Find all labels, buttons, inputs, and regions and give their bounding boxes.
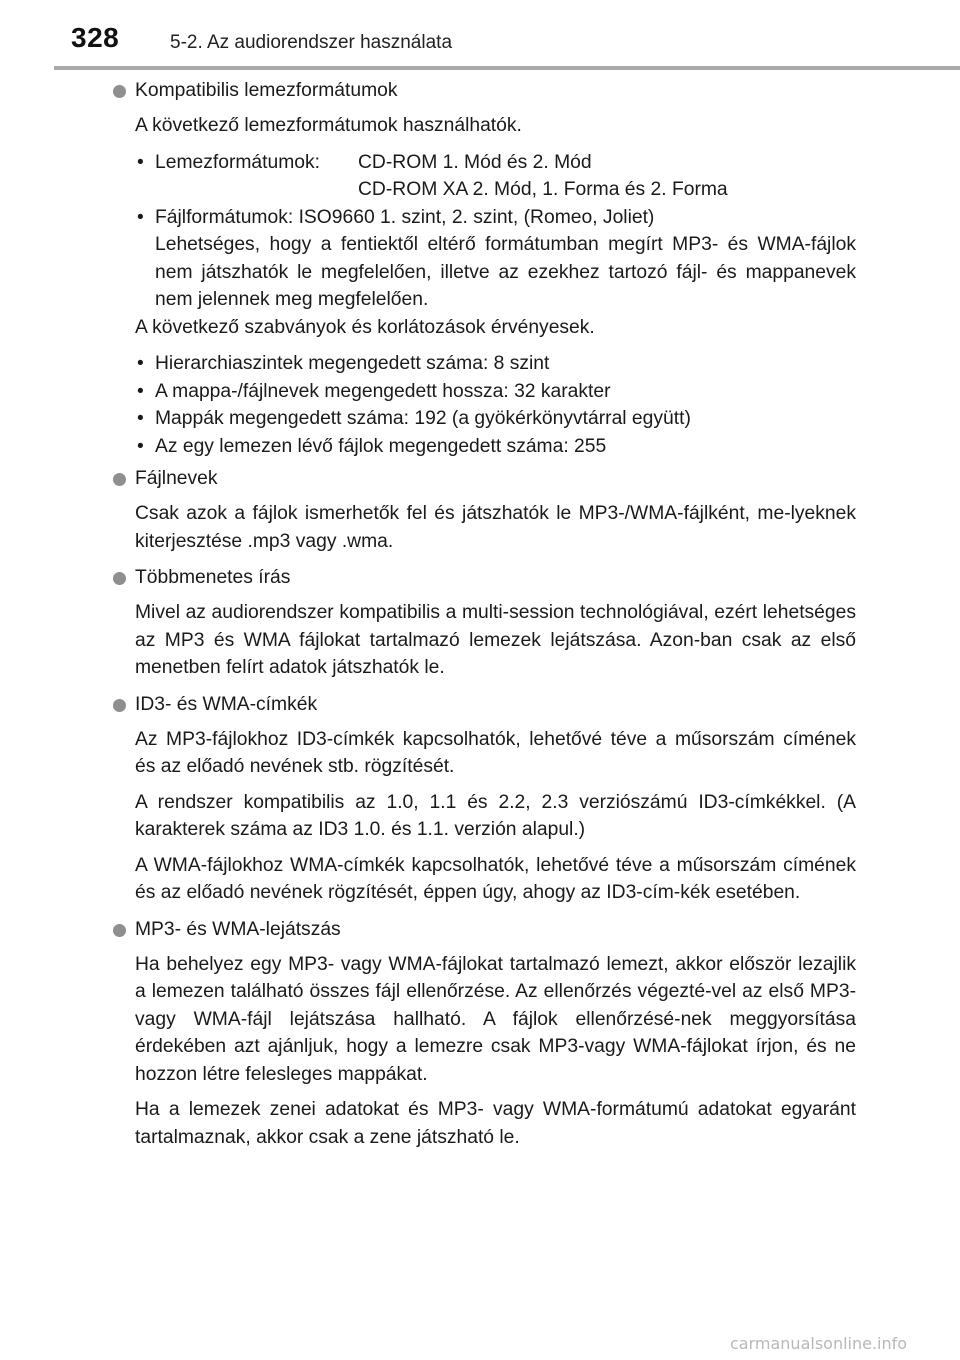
list-item: • Mappák megengedett száma: 192 (a gyökérkönyvtárral együtt) bbox=[135, 405, 856, 433]
file-formats-line: • Fájlformátumok: ISO9660 1. szint, 2. szint, (Romeo, Joliet) bbox=[155, 206, 655, 228]
section-title: 5-2. Az audiorendszer használata bbox=[170, 32, 453, 53]
tags-paragraph-3: A WMA-fájlokhoz WMA-címkék kapcsolhatók, lehetővé téve a műsorszám címének és az előadó nevének rögzítését, éppen úgy, ahogy az ID3-cím-kék esetében. bbox=[135, 854, 856, 903]
watermark: carmanualsonline.info bbox=[730, 1334, 908, 1353]
heading-mp3-wma-playback bbox=[111, 917, 856, 943]
list-item-file-formats bbox=[135, 204, 856, 314]
page-content bbox=[111, 78, 856, 1151]
list-item-disc-formats bbox=[135, 149, 856, 204]
disc-format-line-1: CD-ROM 1. Mód és 2. Mód bbox=[358, 151, 592, 173]
bullet-circle-icon bbox=[113, 572, 126, 585]
heading-id3-wma-tags bbox=[111, 692, 856, 718]
playback-paragraph-2: Ha a lemezek zenei adatokat és MP3- vagy WMA-formátumú adatokat egyaránt tartalmaznak, akkor csak a zene játszható le. bbox=[135, 1099, 856, 1148]
multisession-body: Mivel az audiorendszer kompatibilis a multi-session technológiával, ezért lehetséges az MP3 és WMA fájlokat tartalmazó lemezek lejátszása. Azon-ban csak az első menetben felírt adatok játszhatók le. bbox=[135, 602, 856, 678]
tags-paragraph-2: A rendszer kompatibilis az 1.0, 1.1 és 2.2, 2.3 verziószámú ID3-címkékkel. (A karakterek száma az ID3 1.0. és 1.1. verzión alapul.) bbox=[135, 791, 856, 840]
page-number: 328 bbox=[71, 22, 120, 53]
compat-intro: A következő lemezformátumok használhatók. bbox=[135, 115, 522, 136]
header-divider bbox=[54, 66, 960, 70]
heading-text: ID3- és WMA-címkék bbox=[135, 693, 318, 715]
limits-list bbox=[111, 350, 856, 460]
heading-file-names bbox=[111, 466, 856, 492]
heading-text: Kompatibilis lemezformátumok bbox=[135, 80, 398, 101]
heading-compatible-formats bbox=[111, 78, 856, 104]
bullet-circle-icon bbox=[113, 85, 126, 98]
playback-paragraph-1: Ha behelyez egy MP3- vagy WMA-fájlokat tartalmazó lemezt, akkor először lezajlik a lemezen található összes fájl ellenőrzése. Az ellenőrzés végezté-vel az első MP3- vagy WMA-fájl lejátszása hallható. A fájlok ellenőrzésé-nek meggyorsítása érdekében azt ajánljuk, hogy a lemezre csak MP3-vagy WMA-fájlokat írjon, és ne hozzon létre felesleges mappákat. bbox=[135, 953, 856, 1085]
limits-intro: A következő szabványok és korlátozások érvényesek. bbox=[135, 316, 595, 338]
format-list bbox=[111, 149, 856, 314]
heading-multisession bbox=[111, 565, 856, 591]
heading-text: MP3- és WMA-lejátszás bbox=[135, 918, 341, 940]
file-formats-note: Lehetséges, hogy a fentiektől eltérő formátumban megírt MP3- és WMA-fájlok nem játszhatók le megfelelően, illetve az ezekhez tartozó fájl- és mappanevek nem jelennek meg megfelelően. bbox=[155, 234, 856, 310]
list-item: • A mappa-/fájlnevek megengedett hossza: 32 karakter bbox=[135, 378, 856, 406]
disc-formats-label: • Lemezformátumok: bbox=[155, 151, 321, 173]
tags-paragraph-1: Az MP3-fájlokhoz ID3-címkék kapcsolhatók, lehetővé téve a műsorszám címének és az előadó nevének stb. rögzítését. bbox=[135, 728, 856, 777]
list-item: • Hierarchiaszintek megengedett száma: 8 szint bbox=[135, 350, 856, 378]
page-header bbox=[0, 0, 960, 70]
bullet-circle-icon bbox=[113, 699, 126, 712]
file-names-body: Csak azok a fájlok ismerhetők fel és játszhatók le MP3-/WMA-fájlként, me-lyeknek kiterjesztése .mp3 vagy .wma. bbox=[135, 503, 856, 552]
list-item: • Az egy lemezen lévő fájlok megengedett száma: 255 bbox=[135, 433, 856, 461]
bullet-circle-icon bbox=[113, 924, 126, 937]
disc-format-line-2: CD-ROM XA 2. Mód, 1. Forma és 2. Forma bbox=[358, 179, 728, 200]
heading-text: Fájlnevek bbox=[135, 468, 218, 489]
bullet-circle-icon bbox=[113, 473, 126, 486]
heading-text: Többmenetes írás bbox=[135, 567, 291, 588]
